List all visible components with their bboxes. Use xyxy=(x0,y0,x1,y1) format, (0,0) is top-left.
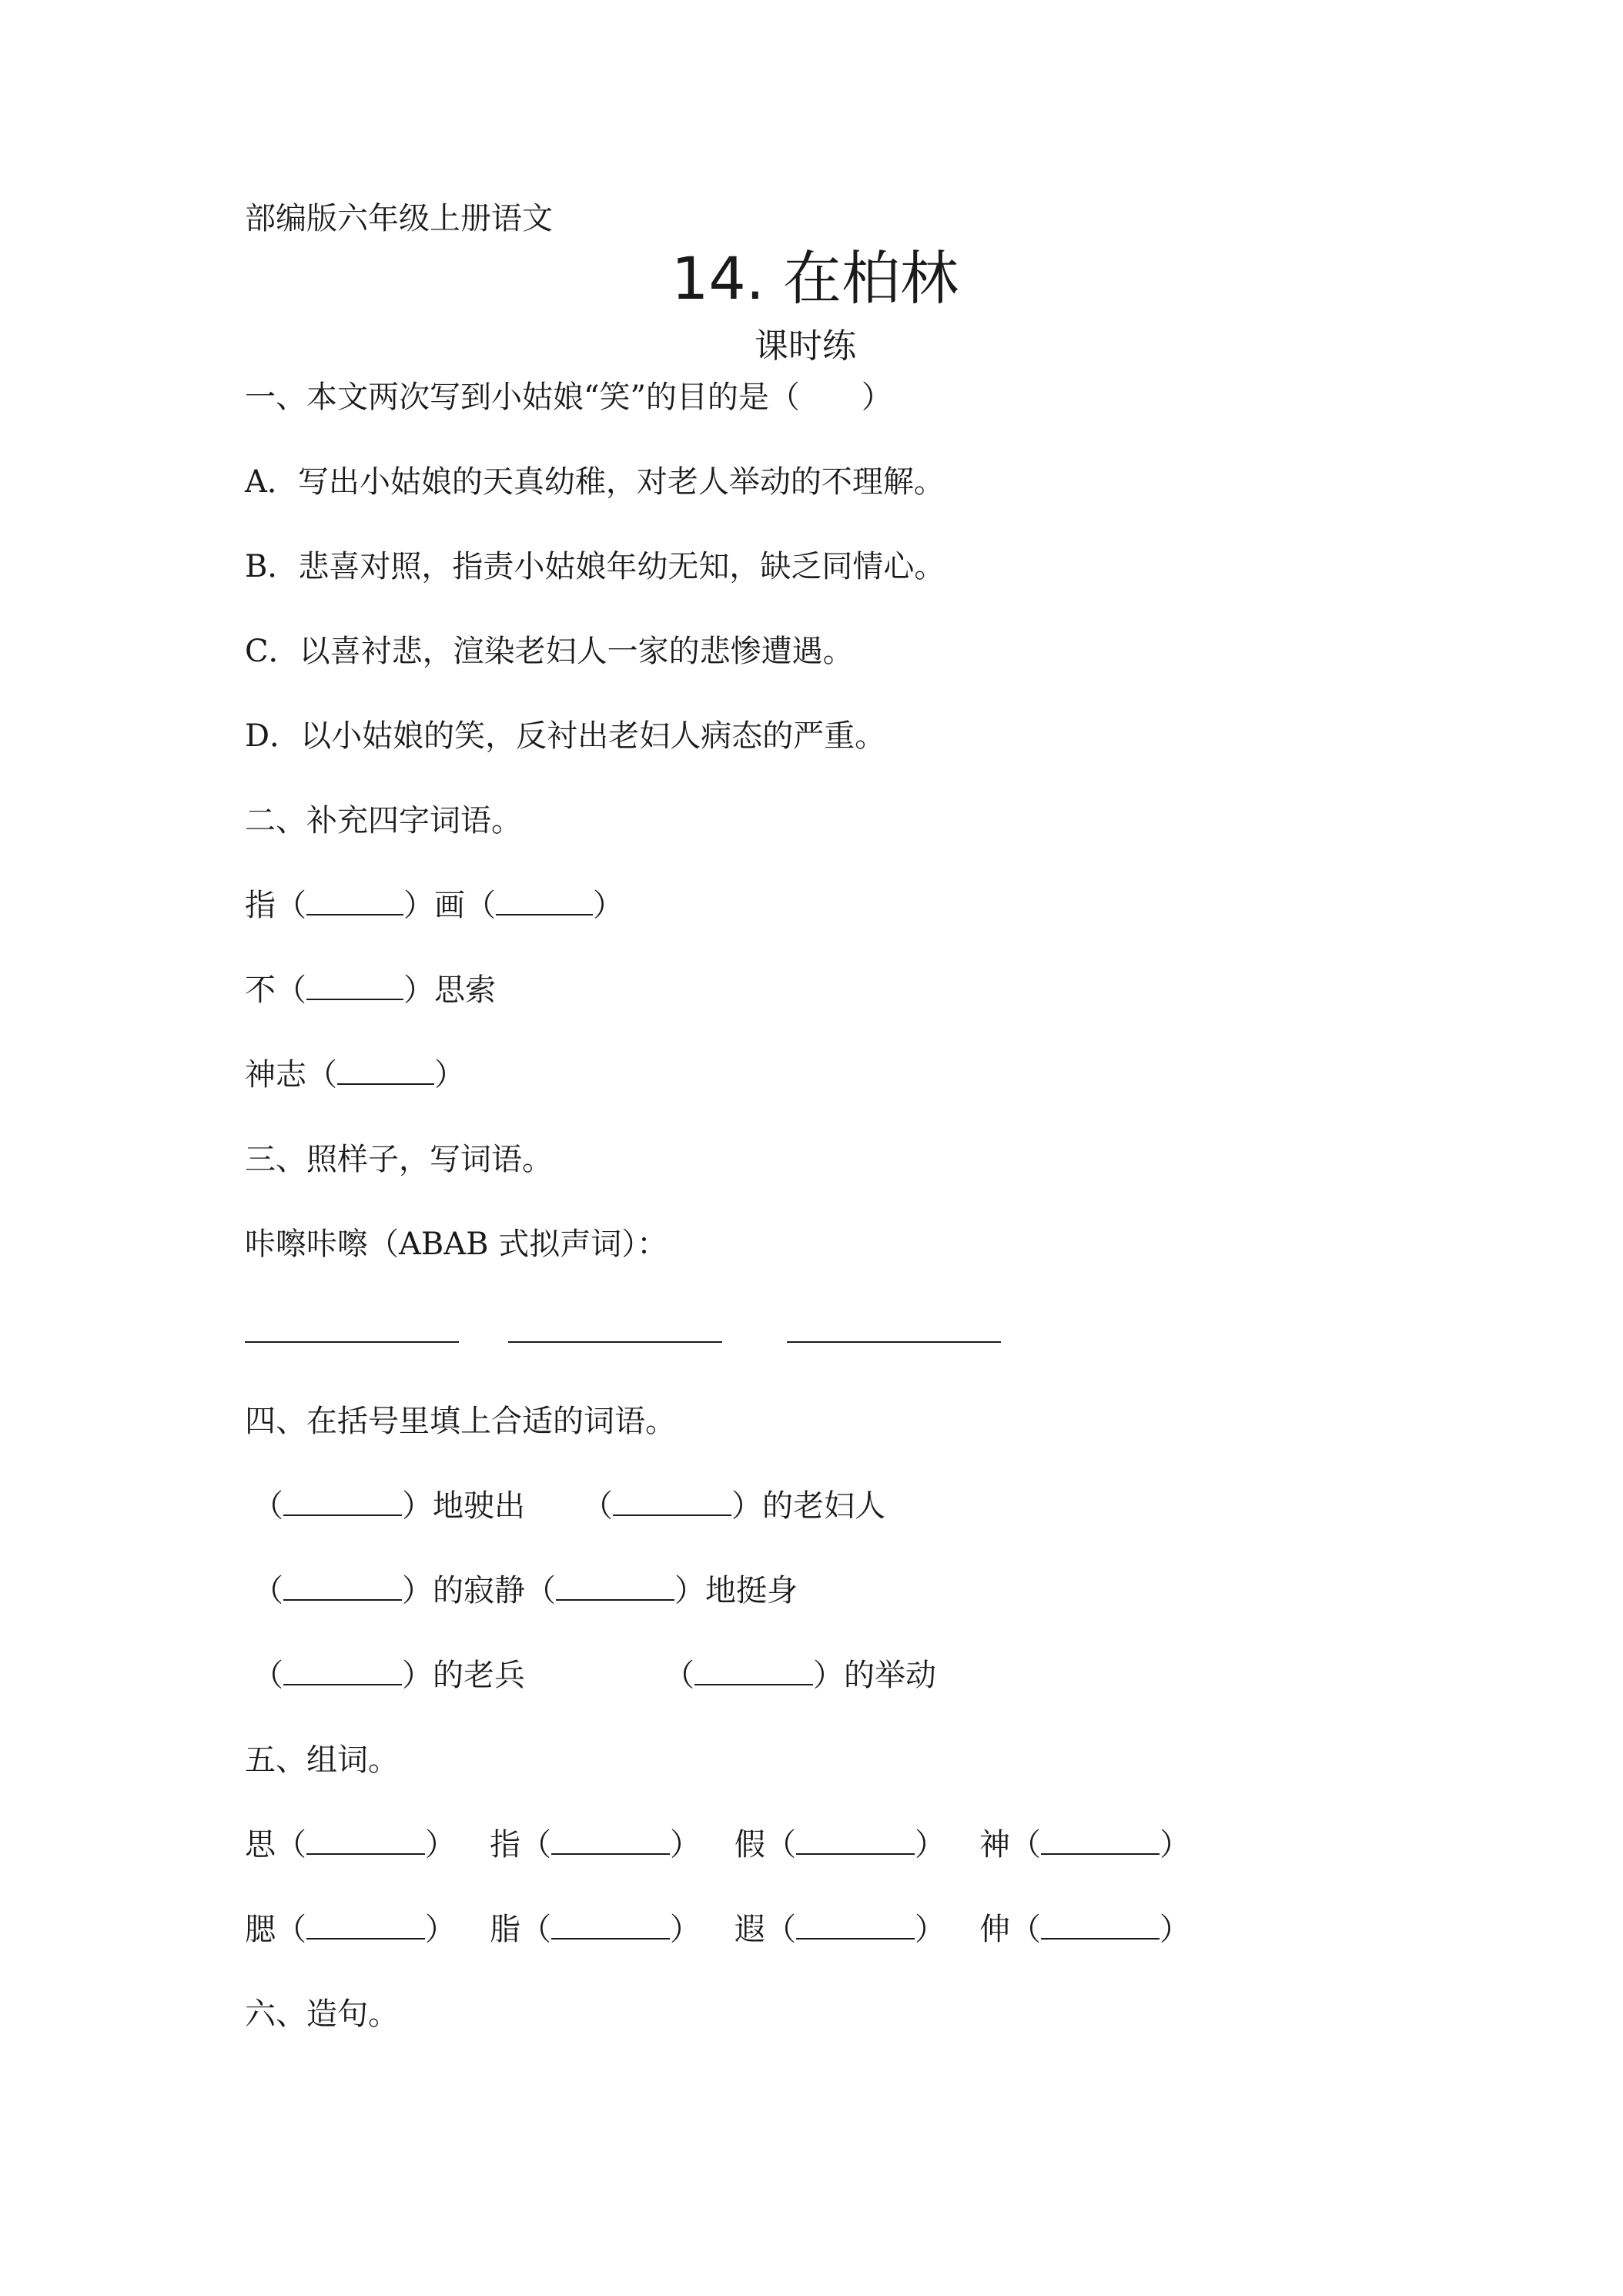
paren-close: ） xyxy=(670,1827,701,1863)
q5-heading: 五、组词。 xyxy=(245,1742,399,1778)
paren-close: ） xyxy=(402,1658,433,1693)
q4-item-1-text: 地驶出 xyxy=(433,1488,525,1524)
paren-open: （ xyxy=(276,972,306,1008)
answer-blank[interactable] xyxy=(613,1488,731,1516)
q1-option-d[interactable]: D．以小姑娘的笑，反衬出老妇人病态的严重。 xyxy=(245,718,886,754)
q2-item-2 xyxy=(245,972,496,1009)
paren-close: ） xyxy=(402,1573,433,1608)
paren-open: （ xyxy=(276,1827,306,1863)
q5-row1-item-4 xyxy=(979,1826,1190,1863)
q5-row2-item-1 xyxy=(245,1911,456,1948)
paren-open: （ xyxy=(253,1573,283,1608)
answer-blank[interactable] xyxy=(796,1827,915,1855)
q1-option-a[interactable]: A．写出小姑娘的天真幼稚，对老人举动的不理解。 xyxy=(245,464,945,500)
q4-item-5 xyxy=(253,1657,525,1694)
paren-close: ） xyxy=(425,1912,456,1947)
answer-blank[interactable] xyxy=(496,888,593,915)
paren-open: （ xyxy=(520,1827,551,1863)
answer-blank[interactable] xyxy=(551,1912,670,1940)
answer-blank[interactable] xyxy=(306,888,403,915)
q5-row2-item-3 xyxy=(735,1911,945,1948)
q4-item-2-text: 的老妇人 xyxy=(762,1488,885,1524)
page-title: 14. 在柏林 xyxy=(671,244,959,313)
paren-close: ） xyxy=(670,1912,701,1947)
answer-blank[interactable] xyxy=(283,1488,402,1516)
paren-open: （ xyxy=(253,1658,283,1693)
q4-item-6 xyxy=(664,1657,936,1694)
paren-close: ） xyxy=(593,888,624,923)
q3-example: 咔嚓咔嚓（ABAB 式拟声词）： xyxy=(245,1227,668,1262)
q5-char: 腮 xyxy=(245,1912,276,1947)
q4-item-3 xyxy=(253,1572,798,1609)
q3-answer-line-3[interactable] xyxy=(787,1341,1001,1343)
q3-heading: 三、照样子，写词语。 xyxy=(245,1142,553,1177)
q5-char: 遐 xyxy=(735,1912,765,1947)
answer-blank[interactable] xyxy=(283,1658,402,1685)
answer-blank[interactable] xyxy=(1041,1912,1160,1940)
q5-row1-item-1 xyxy=(245,1826,456,1863)
paren-open: （ xyxy=(765,1912,796,1947)
page-subtitle: 课时练 xyxy=(755,326,856,366)
paren-open: （ xyxy=(253,1488,283,1524)
edition-label: 部编版六年级上册语文 xyxy=(245,201,553,236)
answer-blank[interactable] xyxy=(306,1912,425,1940)
q1-heading: 一、本文两次写到小姑娘“笑”的目的是（ ） xyxy=(245,380,892,415)
paren-open: （ xyxy=(520,1912,551,1947)
q5-char: 伸 xyxy=(979,1912,1010,1947)
answer-blank[interactable] xyxy=(551,1827,670,1855)
q5-row2-item-2 xyxy=(490,1911,701,1948)
paren-open: （ xyxy=(276,888,306,923)
q4-item-6-text: 的举动 xyxy=(844,1658,936,1693)
q5-char: 脂 xyxy=(490,1912,520,1947)
paren-open: （ xyxy=(306,1057,337,1093)
paren-close: ） xyxy=(434,1057,465,1093)
q3-answer-line-2[interactable] xyxy=(508,1341,722,1343)
q2-heading: 二、补充四字词语。 xyxy=(245,803,522,838)
paren-open: （ xyxy=(465,888,496,923)
paren-close: ） xyxy=(731,1488,762,1524)
paren-open: （ xyxy=(664,1658,694,1693)
q4-heading: 四、在括号里填上合适的词语。 xyxy=(245,1404,676,1439)
answer-blank[interactable] xyxy=(283,1573,402,1601)
paren-close: ） xyxy=(674,1573,705,1608)
q2-item-1-char-a: 指 xyxy=(245,888,276,923)
q1-option-b[interactable]: B．悲喜对照，指责小姑娘年幼无知，缺乏同情心。 xyxy=(245,549,945,584)
paren-close: ） xyxy=(915,1827,945,1863)
paren-close: ） xyxy=(813,1658,844,1693)
q2-item-3-char-a: 神志 xyxy=(245,1057,306,1093)
answer-blank[interactable] xyxy=(556,1573,674,1601)
paren-close: ） xyxy=(402,1488,433,1524)
q4-item-5-text: 的老兵 xyxy=(433,1658,525,1693)
q2-item-3 xyxy=(245,1056,465,1093)
paren-open: （ xyxy=(525,1573,556,1608)
q4-item-4-text: 地挺身 xyxy=(705,1573,798,1608)
answer-blank[interactable] xyxy=(306,1827,425,1855)
q5-row1-item-2 xyxy=(490,1826,701,1863)
paren-close: ） xyxy=(403,888,434,923)
paren-open: （ xyxy=(582,1488,613,1524)
paren-close: ） xyxy=(425,1827,456,1863)
paren-open: （ xyxy=(765,1827,796,1863)
q4-item-1 xyxy=(253,1488,525,1525)
answer-blank[interactable] xyxy=(306,972,403,1000)
paren-open: （ xyxy=(1010,1827,1041,1863)
answer-blank[interactable] xyxy=(337,1057,434,1085)
q4-item-3-text: 的寂静 xyxy=(433,1573,525,1608)
q5-row2-item-4 xyxy=(979,1911,1190,1948)
answer-blank[interactable] xyxy=(694,1658,813,1685)
q2-item-1 xyxy=(245,887,624,924)
q5-char: 思 xyxy=(245,1827,276,1863)
q5-char: 指 xyxy=(490,1827,520,1863)
q4-item-2 xyxy=(582,1488,885,1525)
q6-heading: 六、造句。 xyxy=(245,1996,399,2032)
paren-close: ） xyxy=(915,1912,945,1947)
paren-close: ） xyxy=(403,972,434,1008)
paren-close: ） xyxy=(1160,1912,1190,1947)
q5-char: 假 xyxy=(735,1827,765,1863)
q2-item-1-char-b: 画 xyxy=(434,888,465,923)
paren-open: （ xyxy=(276,1912,306,1947)
q5-char: 神 xyxy=(979,1827,1010,1863)
q3-answer-line-1[interactable] xyxy=(245,1341,459,1343)
answer-blank[interactable] xyxy=(796,1912,915,1940)
paren-open: （ xyxy=(1010,1912,1041,1947)
answer-blank[interactable] xyxy=(1041,1827,1160,1855)
paren-close: ） xyxy=(1160,1827,1190,1863)
q1-option-c[interactable]: C．以喜衬悲，渲染老妇人一家的悲惨遭遇。 xyxy=(245,634,854,669)
q2-item-2-char-a: 不 xyxy=(245,972,276,1008)
q2-item-2-char-b: 思索 xyxy=(434,972,496,1008)
q5-row1-item-3 xyxy=(735,1826,945,1863)
